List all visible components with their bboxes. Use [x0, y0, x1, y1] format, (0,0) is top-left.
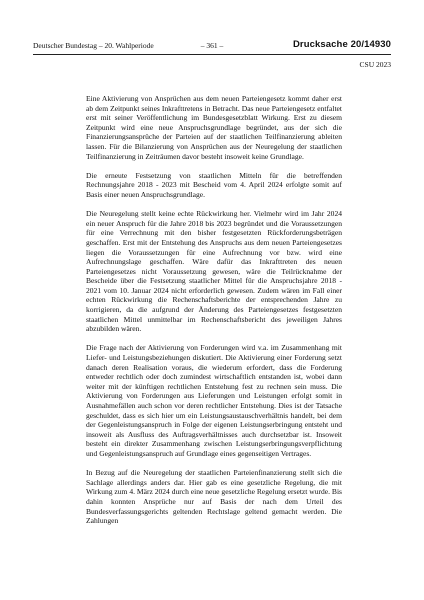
paragraph: In Bezug auf die Neuregelung der staatlichen Parteienfinanzierung stellt sich die Sachlage allerdings anders dar. Hier gab es eine gesetzliche Regelung, die mit Wirkung zum 4. März 2024 durch eine neue gesetzliche Regelung ersetzt wurde. Bis dahin konnten Ansprüche nur auf Basis der nach dem Urteil des Bundesverfassungsgerichts geltenden Rechtslage geltend gemacht werden. Die Zahlungen: [86, 468, 342, 526]
body-text: [86, 94, 342, 526]
paragraph: Die erneute Festsetzung von staatlichen Mitteln für die betreffenden Rechnungsjahre 2018 - 2023 mit Bescheid vom 4. April 2024 erfolgte somit auf Basis einer neuen Anspruchsgrundlage.: [86, 170, 342, 199]
page-number: – 361 –: [200, 41, 224, 50]
publication-label: Deutscher Bundestag – 20. Wahlperiode: [33, 41, 154, 50]
paragraph: Die Frage nach der Aktivierung von Forderungen wird v.a. im Zusammenhang mit Liefer- und Leistungsbeziehungen diskutiert. Die Aktivierung einer Forderung setzt danach deren Realisation voraus, die wiederum erfordert, dass die Forderung entweder rechtlich oder doch zumindest wirtschaftlich entstanden ist, wobei dann weiter mit der künftigen rechtlichen Entstehung fest zu rechnen sein muss. Die Aktivierung von Forderungen aus Lieferungen und Leistungen erfolgt somit in Ausnahmefällen auch schon vor deren rechtlicher Entstehung. Dies ist der Tatsache geschuldet, dass es sich hier um ein Leistungsaustauschverhältnis handelt, bei dem der Gegenleistungsanspruch in Folge der eigenen Leistungserbringung entsteht und insoweit als Ausfluss des Auftragsverhältnisses auch durchsetzbar ist. Insoweit besteht ein direkter Zusammenhang zwischen Leistungserbringungsverpflichtung und Gegenleistungsanspruch auf Grundlage eines gegenseitigen Vertrages.: [86, 343, 342, 458]
paragraph: Eine Aktivierung von Ansprüchen aus dem neuen Parteiengesetz kommt daher erst ab dem Zeitpunkt seines Inkrafttretens in Betracht. Das neue Parteiengesetz entfaltet erst mit seiner Veröffentlichung im Bundesgesetzblatt Wirkung. Erst zu diesem Zeitpunkt wird eine neue Anspruchsgrundlage begründet, aus der sich die Finanzierungsansprüche der Parteien auf der staatlichen Teilfinanzierung ableiten lassen. Für die Bilanzierung von Ansprüchen aus der Neuregelung der staatlichen Teilfinanzierung in Zeiträumen davor besteht insoweit keine Grundlage.: [86, 94, 342, 161]
page-header: [33, 40, 391, 55]
document-number: Drucksache 20/14930: [292, 39, 391, 50]
paragraph: Die Neuregelung stellt keine echte Rückwirkung her. Vielmehr wird im Jahr 2024 ein neuer Anspruch für die Jahre 2018 bis 2023 begründet und die Voraussetzungen für eine Verrechnung mit den bisher festgesetzten Rückforderungsbeträgen geschaffen. Erst mit der Entstehung des Anspruchs aus dem neuen Parteiengesetzes liegen die Voraussetzungen für eine Aufrechnung vor bzw. wird eine Aufrechnungslage geschaffen. Wäre dafür das Inkrafttreten des neuen Parteiengesetzes nicht Voraussetzung gewesen, wäre die Teilrücknahme der Bescheide über die Festsetzung staatlicher Mittel für die Anspruchsjahre 2018 - 2021 vom 10. Januar 2024 nicht erforderlich gewesen. Zudem wären im Fall einer echten Rückwirkung die Rechenschaftsberichte der entsprechenden Jahre zu korrigieren, da die aufgrund der Änderung des Parteiengesetzes festgesetzten staatlichen Mittel unmittelbar im Rechenschaftsbericht des jeweiligen Jahres abzubilden wären.: [86, 209, 342, 334]
party-tag: CSU 2023: [359, 60, 391, 69]
